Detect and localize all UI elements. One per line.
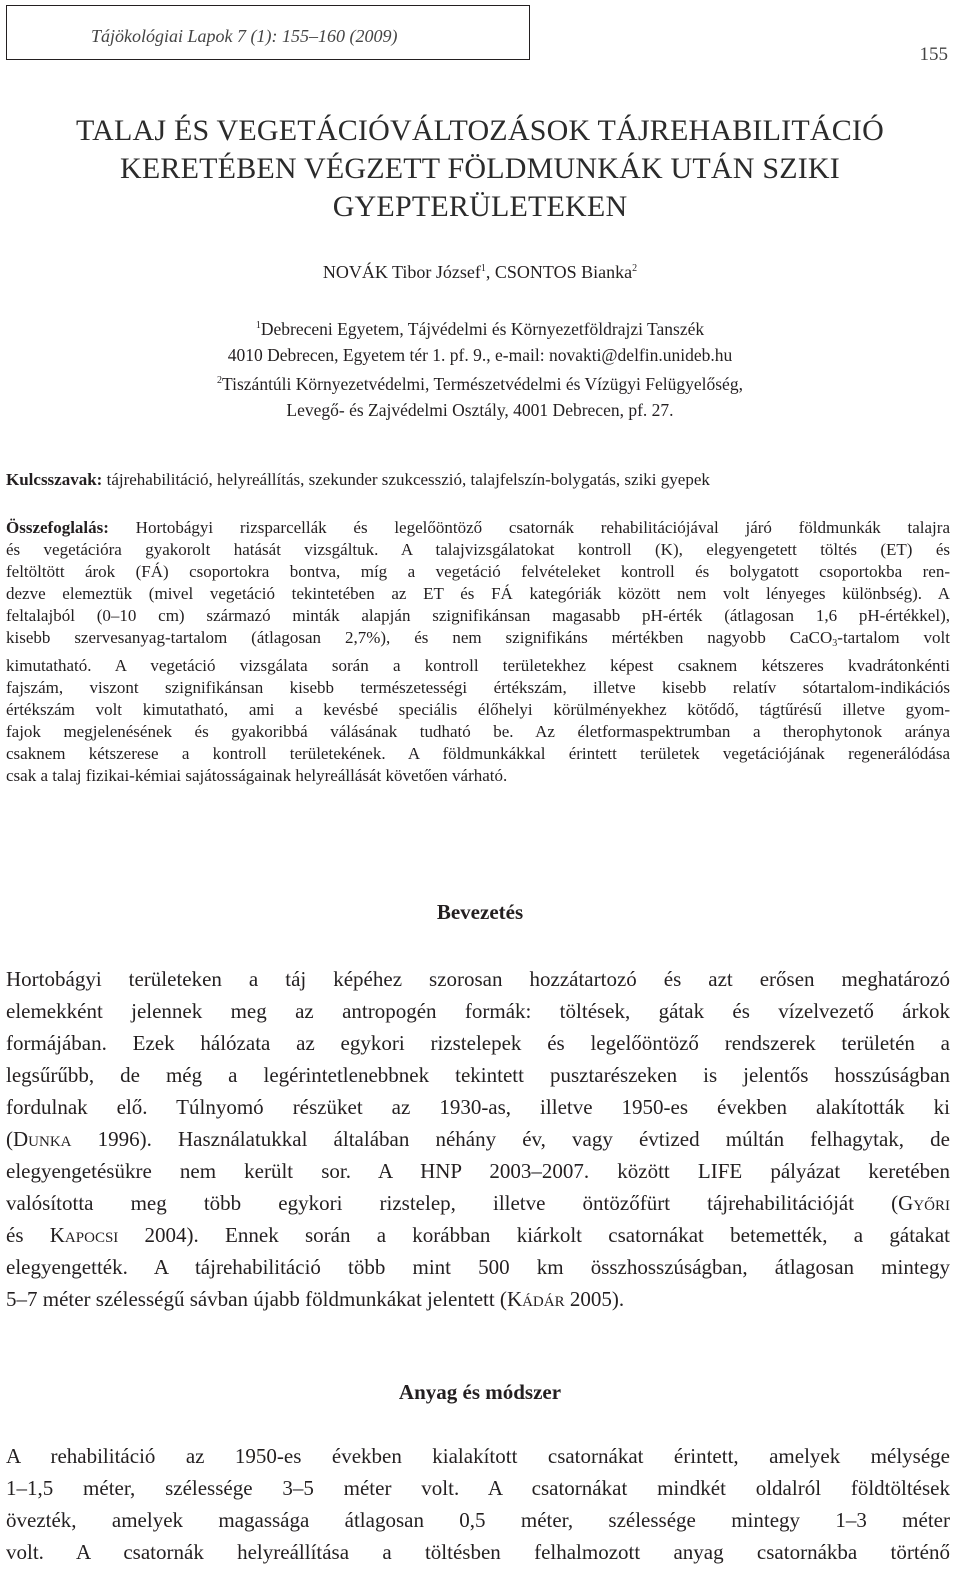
body-text: 1996). Használatukkal általában néhány év, vagy évtized múltán felhagytak, de: [71, 1127, 950, 1151]
section-heading-introduction: Bevezetés: [436, 900, 524, 924]
abstract-line: csak a talaj fizikai-kémiai sajátosságainak helyreállását követően várható.: [6, 766, 508, 785]
body-line: Hortobágyi területeken a táj képéhez szorosan hozzátartozó és azt erősen meghatározó: [6, 967, 950, 991]
citation-author: Kádár: [506, 1287, 565, 1311]
author-list: [0, 262, 960, 283]
body-line: [6, 1219, 950, 1251]
abstract-line: fajok megjelenésének és gyakoribbá válásának tudható be. Az életformaspektrumban a therophytonok aránya: [6, 722, 950, 741]
abstract-line: feltalajból (0–10 cm) származó minták alapján szignifikánsan magasabb pH-érték (átlagosan 1,6 pH-értékkel),: [6, 606, 950, 625]
body-line: [6, 1187, 950, 1219]
page-number: 155: [919, 44, 948, 65]
affiliation-text: Tiszántúli Környezetvédelmi, Természetvédelmi és Vízügyi Felügyelőség,: [222, 374, 743, 394]
body-text: (: [6, 1127, 13, 1151]
body-line: elegyengették. A tájrehabilitáció több mint 500 km összhosszúságban, átlagosan mintegy: [6, 1255, 950, 1279]
body-text: 5–7 méter szélességű sávban újabb földmunkákat jelentett (: [6, 1287, 507, 1311]
abstract-line: feltöltött árok (FÁ) csoportokra bontva, míg a vegetáció felvételeket kontroll és bolygatott csoportokba ren-: [6, 562, 950, 581]
body-line: 1–1,5 méter, szélessége 3–5 méter volt. A csatornákat mindkét oldalról földtöltések: [6, 1476, 950, 1500]
author-name: CSONTOS Bianka: [494, 262, 633, 282]
body-line: övezték, amelyek magassága átlagosan 0,5 méter, szélessége mintegy 1–3 méter: [6, 1508, 950, 1532]
journal-reference: Tájökológiai Lapok 7 (1): 155–160 (2009): [91, 26, 398, 46]
keywords-text: tájrehabilitáció, helyreállítás, szekunder szukcesszió, talajfelszín-bolygatás, sziki gyepek: [102, 470, 710, 489]
abstract-text: Hortobágyi rizsparcellák és legelőöntöző csatornák rehabilitációjával járó földmunkák talajra: [108, 518, 950, 537]
body-line: fordulnak elő. Túlnyomó részüket az 1930-as, illetve 1950-es években alakították ki: [6, 1095, 950, 1119]
abstract-line: csaknem kétszerese a kontroll területekének. A földmunkákkal érintett területek vegetációjának regenerálódása: [6, 744, 950, 763]
keywords-label: Kulcsszavak:: [6, 470, 103, 489]
abstract-line: értékszám volt kimutatható, ami a kevésbé speciális élőhelyi körülményekhez kötődő, tágtűrésű illetve gyom-: [6, 700, 950, 719]
body-line: elemekként jelennek meg az antropogén formák: töltések, gátak és vízelvezető árkok: [6, 999, 950, 1023]
citation-author: Kapocsi: [49, 1223, 119, 1247]
affiliation-marker: 1: [480, 263, 486, 274]
citation-author: Győri: [898, 1191, 950, 1215]
subscript: 3: [832, 638, 838, 649]
body-line: elegyengetésükre nem került sor. A HNP 2003–2007. között LIFE pályázat keretében: [6, 1159, 950, 1183]
body-text: 2004). Ennek során a korábban kiárkolt csatornákat betemették, a gátakat: [118, 1223, 951, 1247]
body-text: valósította meg több egykori rizstelep, illetve öntözőfürt tájrehabilitációját (: [6, 1191, 899, 1215]
keywords: [6, 469, 950, 491]
abstract-text: kisebb szervesanyag-tartalom (átlagosan 2,7%), és nem szignifikáns mértékben nagyobb CaCO: [6, 628, 833, 647]
affiliation-line: 4010 Debrecen, Egyetem tér 1. pf. 9., e-mail: novakti@delfin.unideb.hu: [227, 345, 733, 365]
author-name: NOVÁK Tibor József: [322, 262, 481, 282]
methods-paragraph: [6, 1440, 950, 1568]
author-separator: ,: [485, 262, 495, 282]
affiliation-marker: 1: [255, 320, 261, 331]
abstract-line: [6, 517, 950, 539]
citation-author: Dunka: [13, 1127, 72, 1151]
abstract-line: fajszám, viszont szignifikánsan kisebb természetességi értékszám, illetve kisebb relatív sótartalom-indikációs: [6, 678, 950, 697]
affiliation-line: Levegő- és Zajvédelmi Osztály, 4001 Debrecen, pf. 27.: [286, 400, 674, 420]
body-line: legsűrűbb, de még a legérintetlenebbnek tekintett pusztarészeken is jelentős hosszúságban: [6, 1063, 950, 1087]
title-line: TALAJ ÉS VEGETÁCIÓVÁLTOZÁSOK TÁJREHABILITÁCIÓ: [76, 114, 884, 147]
body-text: és: [6, 1223, 50, 1247]
body-line: A rehabilitáció az 1950-es években kialakított csatornákat érintett, amelyek mélysége: [6, 1444, 950, 1468]
abstract-label: Összefoglalás:: [6, 518, 109, 537]
affiliation-text: Debreceni Egyetem, Tájvédelmi és Környezetföldrajzi Tanszék: [260, 319, 705, 339]
affiliation-marker: 2: [632, 263, 638, 274]
title-line: KERETÉBEN VÉGZETT FÖLDMUNKÁK UTÁN SZIKI: [120, 152, 840, 185]
abstract-line: kimutatható. A vegetáció vizsgálata során a kontroll területekhez képest csaknem kétszeres kvadrátonkénti: [6, 656, 950, 675]
body-text: 2005).: [564, 1287, 625, 1311]
affiliation-line: [0, 313, 960, 342]
abstract-line: [6, 627, 950, 655]
body-line: [6, 1123, 950, 1155]
title-line: GYEPTERÜLETEKEN: [332, 190, 628, 223]
affiliation-line: [0, 368, 960, 397]
abstract-text: -tartalom volt: [837, 628, 950, 647]
body-line: volt. A csatornák helyreállítása a töltésben felhalmozott anyag csatornákba történő: [6, 1540, 950, 1564]
abstract-line: dezve elemeztük (mivel vegetáció tekintetében az ET és FÁ kategóriák között nem volt lényeges különbség). A: [6, 584, 950, 603]
affiliation-marker: 2: [217, 375, 223, 386]
body-line: formájában. Ezek hálózata az egykori rizstelepek és legelőöntöző rendszerek területén a: [6, 1031, 950, 1055]
body-line: [6, 1283, 950, 1315]
abstract: [6, 517, 950, 787]
journal-reference-box: [6, 5, 530, 60]
section-heading-methods: Anyag és módszer: [398, 1380, 562, 1404]
affiliation-1: [0, 313, 960, 423]
introduction-paragraph: [6, 963, 950, 1315]
abstract-line: és vegetációra gyakorolt hatását vizsgáltuk. A talajvizsgálatokat kontroll (K), elegyengetett töltés (ET) és: [6, 540, 950, 559]
article-title: [20, 112, 940, 226]
